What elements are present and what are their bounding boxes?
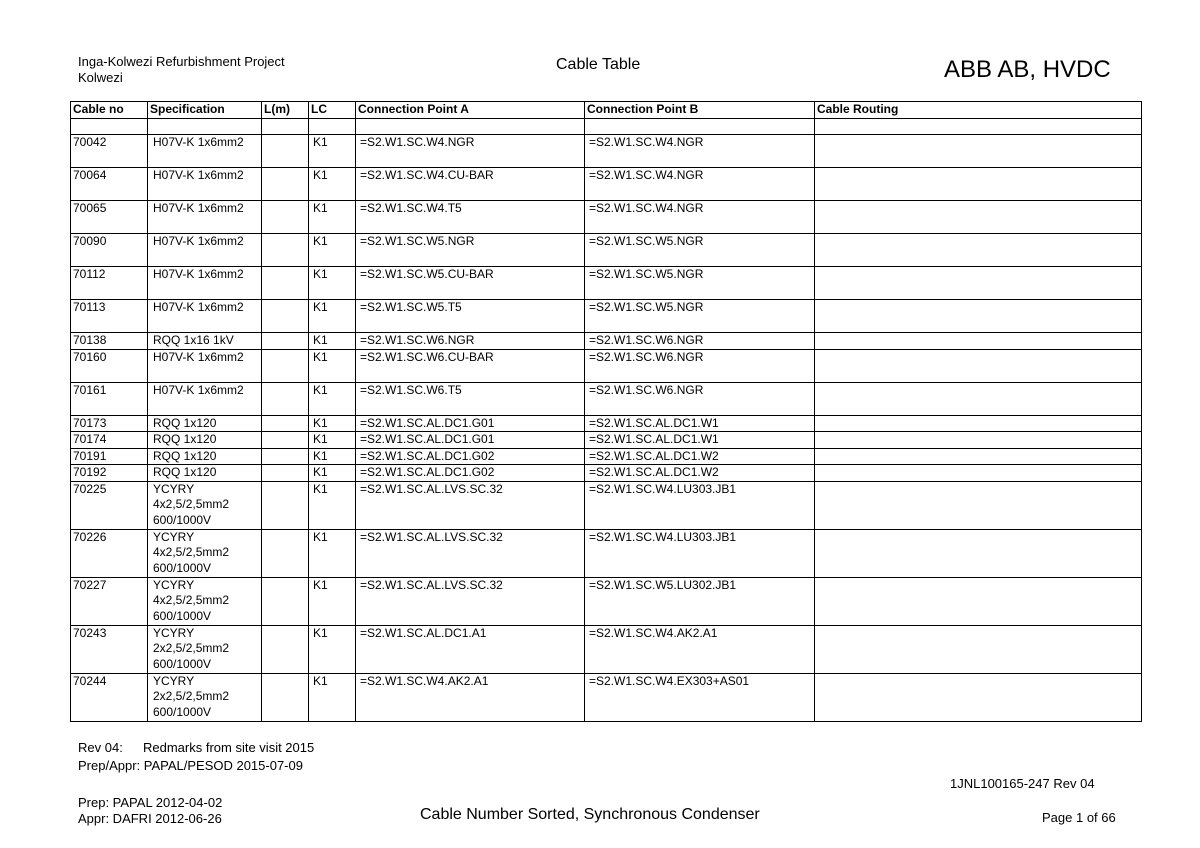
cell-lc: K1: [309, 267, 356, 300]
cell-connection-a: =S2.W1.SC.W4.T5: [356, 201, 585, 234]
spec-line: YCYRY: [153, 529, 195, 544]
cell-specification: [148, 529, 262, 577]
cell-length: [262, 267, 309, 300]
cell-connection-a: =S2.W1.SC.W4.CU-BAR: [356, 168, 585, 201]
col-header-cable-no: Cable no: [71, 102, 148, 119]
cell-connection-b: =S2.W1.SC.W5.NGR: [585, 234, 815, 267]
spec-line: 600/1000V: [153, 560, 212, 575]
company-name: ABB AB, HVDC: [944, 56, 1111, 83]
spec-line: RQQ 1x120: [153, 432, 217, 446]
page-number: Page 1 of 66: [1042, 810, 1116, 825]
table-row: [71, 168, 1142, 201]
cell-connection-a: =S2.W1.SC.W5.NGR: [356, 234, 585, 267]
cell-routing: [815, 448, 1142, 465]
spec-line: YCYRY: [153, 577, 195, 592]
spec-line: 600/1000V: [153, 704, 212, 719]
cell-lc: K1: [309, 382, 356, 415]
spec-line: 4x2,5/2,5mm2: [153, 545, 230, 559]
cell-cable-no: 70225: [71, 481, 148, 529]
cell-connection-b: =S2.W1.SC.W4.NGR: [585, 135, 815, 168]
prepared-by: Prep: PAPAL 2012-04-02: [78, 795, 223, 810]
cell-cable-no: 70244: [71, 673, 148, 721]
cell-specification: [148, 415, 262, 432]
table-row: [71, 465, 1142, 482]
table-row: [71, 234, 1142, 267]
spec-line: H07V-K 1x6mm2: [153, 135, 244, 149]
cell-specification: [148, 300, 262, 333]
cell-connection-b: =S2.W1.SC.AL.DC1.W2: [585, 465, 815, 482]
cell-connection-b: =S2.W1.SC.W4.LU303.JB1: [585, 529, 815, 577]
cell-specification: [148, 234, 262, 267]
document-number: 1JNL100165-247 Rev 04: [950, 776, 1095, 791]
cell-length: [262, 481, 309, 529]
table-row: [71, 577, 1142, 625]
cell-length: [262, 201, 309, 234]
spec-line: 600/1000V: [153, 608, 212, 623]
document-title: Cable Table: [556, 56, 641, 73]
cell-routing: [815, 465, 1142, 482]
cell-length: [262, 673, 309, 721]
cell-connection-a: =S2.W1.SC.AL.DC1.A1: [356, 625, 585, 673]
cell-specification: [148, 465, 262, 482]
table-row: [71, 481, 1142, 529]
cell-lc: K1: [309, 201, 356, 234]
cell-lc: K1: [309, 333, 356, 350]
cell-connection-b: =S2.W1.SC.AL.DC1.W1: [585, 415, 815, 432]
cell-lc: K1: [309, 300, 356, 333]
cell-specification: [148, 673, 262, 721]
spec-line: YCYRY: [153, 673, 195, 688]
cell-specification: [148, 577, 262, 625]
cell-cable-no: 70112: [71, 267, 148, 300]
cell-connection-a: =S2.W1.SC.W5.CU-BAR: [356, 267, 585, 300]
cell-cable-no: 70227: [71, 577, 148, 625]
cell-length: [262, 382, 309, 415]
cell-routing: [815, 382, 1142, 415]
cell-routing: [815, 673, 1142, 721]
cell-connection-a: =S2.W1.SC.AL.DC1.G02: [356, 465, 585, 482]
spec-line: H07V-K 1x6mm2: [153, 234, 244, 248]
table-header-row: [71, 102, 1142, 119]
cell-length: [262, 448, 309, 465]
cell-specification: [148, 448, 262, 465]
cell-routing: [815, 300, 1142, 333]
spec-line: 4x2,5/2,5mm2: [153, 497, 230, 511]
cell-length: [262, 234, 309, 267]
cell-cable-no: 70160: [71, 349, 148, 382]
cable-table: [70, 101, 1142, 722]
cell-connection-b: =S2.W1.SC.W6.NGR: [585, 333, 815, 350]
spec-line: H07V-K 1x6mm2: [153, 349, 244, 364]
cell-connection-b: =S2.W1.SC.W6.NGR: [585, 382, 815, 415]
cell-length: [262, 529, 309, 577]
cell-routing: [815, 333, 1142, 350]
cell-specification: [148, 625, 262, 673]
spec-line: RQQ 1x16 1kV: [153, 333, 234, 347]
col-header-length: L(m): [262, 102, 309, 119]
table-row: [71, 529, 1142, 577]
cell-connection-b: =S2.W1.SC.W6.NGR: [585, 349, 815, 382]
cell-cable-no: 70243: [71, 625, 148, 673]
table-row: [71, 333, 1142, 350]
cell-connection-b: =S2.W1.SC.W5.NGR: [585, 300, 815, 333]
cell-routing: [815, 201, 1142, 234]
table-row: [71, 349, 1142, 382]
cell-specification: [148, 333, 262, 350]
col-header-connection-a: Connection Point A: [356, 102, 585, 119]
cell-cable-no: 70113: [71, 300, 148, 333]
cell-cable-no: 70065: [71, 201, 148, 234]
cell-lc: K1: [309, 577, 356, 625]
cell-lc: K1: [309, 673, 356, 721]
cell-specification: [148, 267, 262, 300]
spec-line: 600/1000V: [153, 656, 212, 671]
spec-line: H07V-K 1x6mm2: [153, 300, 244, 314]
cell-routing: [815, 625, 1142, 673]
cell-cable-no: 70161: [71, 382, 148, 415]
cell-connection-a: =S2.W1.SC.W4.AK2.A1: [356, 673, 585, 721]
cell-lc: K1: [309, 432, 356, 449]
cell-cable-no: 70138: [71, 333, 148, 350]
revision-label: Rev 04:: [78, 740, 123, 755]
cell-cable-no: 70064: [71, 168, 148, 201]
spec-line: RQQ 1x120: [153, 448, 217, 463]
table-row: [71, 267, 1142, 300]
col-header-connection-b: Connection Point B: [585, 102, 815, 119]
cell-routing: [815, 349, 1142, 382]
cell-lc: K1: [309, 415, 356, 432]
table-row: [71, 135, 1142, 168]
table-row: [71, 382, 1142, 415]
cell-lc: K1: [309, 135, 356, 168]
revision-text: Redmarks from site visit 2015: [143, 740, 315, 755]
table-row: [71, 673, 1142, 721]
cell-specification: [148, 432, 262, 449]
cell-connection-a: =S2.W1.SC.AL.LVS.SC.32: [356, 577, 585, 625]
cell-routing: [815, 415, 1142, 432]
cell-cable-no: 70042: [71, 135, 148, 168]
cell-specification: [148, 135, 262, 168]
spec-line: H07V-K 1x6mm2: [153, 201, 244, 215]
cell-cable-no: 70090: [71, 234, 148, 267]
prep-appr-info: Prep/Appr: PAPAL/PESOD 2015-07-09: [78, 758, 303, 773]
spec-line: 2x2,5/2,5mm2: [153, 641, 230, 655]
spec-line: YCYRY: [153, 481, 195, 496]
table-row: [71, 300, 1142, 333]
cell-cable-no: 70192: [71, 465, 148, 482]
cell-routing: [815, 432, 1142, 449]
cell-connection-a: =S2.W1.SC.W6.CU-BAR: [356, 349, 585, 382]
spec-line: H07V-K 1x6mm2: [153, 267, 244, 281]
cell-connection-b: =S2.W1.SC.W5.LU302.JB1: [585, 577, 815, 625]
col-header-lc: LC: [309, 102, 356, 119]
cell-length: [262, 465, 309, 482]
cell-length: [262, 432, 309, 449]
spec-line: 2x2,5/2,5mm2: [153, 689, 230, 703]
cell-lc: K1: [309, 465, 356, 482]
col-header-specification: Specification: [148, 102, 262, 119]
cell-length: [262, 135, 309, 168]
cell-connection-b: =S2.W1.SC.W4.LU303.JB1: [585, 481, 815, 529]
cell-connection-a: =S2.W1.SC.W4.NGR: [356, 135, 585, 168]
cell-lc: K1: [309, 529, 356, 577]
cell-routing: [815, 234, 1142, 267]
cell-length: [262, 415, 309, 432]
cell-lc: K1: [309, 481, 356, 529]
project-line-1: Inga-Kolwezi Refurbishment Project: [78, 54, 285, 69]
cell-connection-b: =S2.W1.SC.W4.NGR: [585, 201, 815, 234]
cell-connection-b: =S2.W1.SC.W4.AK2.A1: [585, 625, 815, 673]
table-row: [71, 432, 1142, 449]
spec-line: YCYRY: [153, 625, 195, 640]
cell-length: [262, 168, 309, 201]
cell-connection-a: =S2.W1.SC.AL.LVS.SC.32: [356, 481, 585, 529]
table-row: [71, 201, 1142, 234]
table-row: [71, 625, 1142, 673]
cell-connection-b: =S2.W1.SC.W4.EX303+AS01: [585, 673, 815, 721]
cell-connection-b: =S2.W1.SC.AL.DC1.W1: [585, 432, 815, 449]
spec-line: 600/1000V: [153, 512, 212, 527]
cell-cable-no: 70173: [71, 415, 148, 432]
cell-lc: K1: [309, 448, 356, 465]
cell-cable-no: 70226: [71, 529, 148, 577]
spec-line: 4x2,5/2,5mm2: [153, 593, 230, 607]
table-spacer-row: [71, 119, 1142, 135]
approved-by: Appr: DAFRI 2012-06-26: [78, 811, 222, 826]
cell-connection-a: =S2.W1.SC.AL.DC1.G01: [356, 415, 585, 432]
cell-length: [262, 625, 309, 673]
cell-routing: [815, 135, 1142, 168]
cell-routing: [815, 577, 1142, 625]
cell-specification: [148, 481, 262, 529]
table-row: [71, 448, 1142, 465]
cell-lc: K1: [309, 234, 356, 267]
cell-specification: [148, 168, 262, 201]
cell-length: [262, 333, 309, 350]
cell-specification: [148, 382, 262, 415]
cell-routing: [815, 267, 1142, 300]
spec-line: H07V-K 1x6mm2: [153, 168, 244, 182]
cell-connection-a: =S2.W1.SC.W5.T5: [356, 300, 585, 333]
cell-specification: [148, 349, 262, 382]
cell-routing: [815, 529, 1142, 577]
cell-connection-a: =S2.W1.SC.AL.LVS.SC.32: [356, 529, 585, 577]
spec-line: RQQ 1x120: [153, 465, 217, 479]
project-name: [78, 54, 285, 86]
table-row: [71, 415, 1142, 432]
spec-line: RQQ 1x120: [153, 415, 217, 430]
cell-connection-a: =S2.W1.SC.W6.T5: [356, 382, 585, 415]
cell-routing: [815, 481, 1142, 529]
cell-length: [262, 349, 309, 382]
cell-lc: K1: [309, 349, 356, 382]
cell-length: [262, 300, 309, 333]
cell-lc: K1: [309, 625, 356, 673]
cell-connection-b: =S2.W1.SC.AL.DC1.W2: [585, 448, 815, 465]
cell-cable-no: 70191: [71, 448, 148, 465]
cell-connection-b: =S2.W1.SC.W5.NGR: [585, 267, 815, 300]
cell-specification: [148, 201, 262, 234]
project-line-2: Kolwezi: [78, 70, 123, 85]
cell-routing: [815, 168, 1142, 201]
cell-length: [262, 577, 309, 625]
cell-connection-a: =S2.W1.SC.W6.NGR: [356, 333, 585, 350]
cell-lc: K1: [309, 168, 356, 201]
cell-connection-b: =S2.W1.SC.W4.NGR: [585, 168, 815, 201]
cell-cable-no: 70174: [71, 432, 148, 449]
document-subtitle: Cable Number Sorted, Synchronous Condenser: [420, 806, 760, 823]
cell-connection-a: =S2.W1.SC.AL.DC1.G01: [356, 432, 585, 449]
spec-line: H07V-K 1x6mm2: [153, 382, 244, 397]
cell-connection-a: =S2.W1.SC.AL.DC1.G02: [356, 448, 585, 465]
col-header-routing: Cable Routing: [815, 102, 1142, 119]
